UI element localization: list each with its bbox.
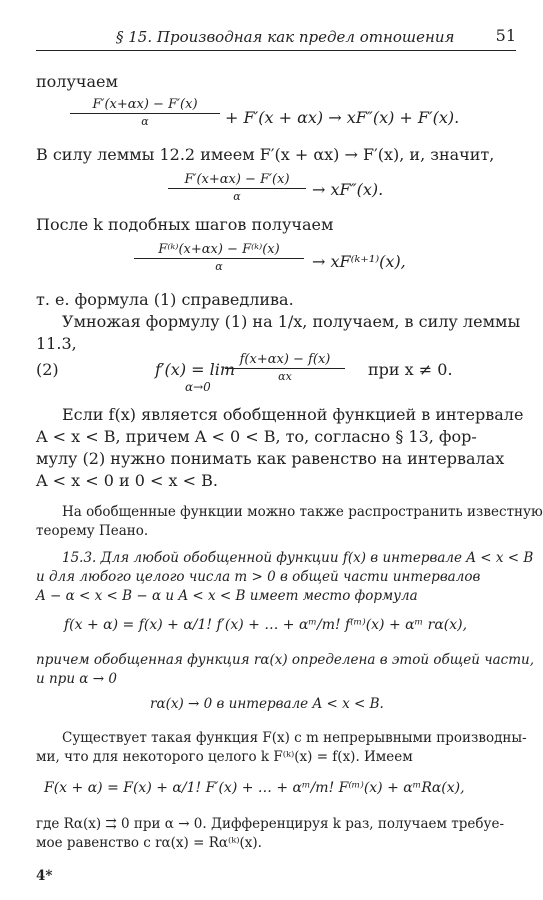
fraction-denominator: α	[141, 115, 149, 128]
paragraph-text: A < x < B, причем A < 0 < B, то, согласно § 13, фор-	[36, 427, 477, 446]
fraction-denominator: α	[233, 190, 241, 203]
fraction-bar	[70, 113, 220, 114]
paragraph-text: где Rα(x) ⇉ 0 при α → 0. Дифференцируя k раз, получаем требуе-	[36, 816, 505, 832]
taylor-formula-primitive: F(x + α) = F(x) + α/1! F′(x) + … + αᵐ/m! F⁽ᵐ⁾(x) + αᵐRα(x),	[44, 780, 465, 796]
fraction-bar	[134, 258, 304, 259]
theorem-text: A − α < x < B − α и A < x < B имеет место формула	[36, 588, 418, 604]
paragraph-text: теорему Пеано.	[36, 523, 149, 539]
limit-expression: f′(x) = lim	[155, 360, 236, 379]
fraction-denominator: α	[215, 260, 223, 273]
paragraph-text: т. е. формула (1) справедлива.	[36, 290, 294, 309]
remainder-formula: rα(x) → 0 в интервале A < x < B.	[150, 696, 384, 712]
paragraph-text: Умножая формулу (1) на 1/x, получаем, в силу леммы	[62, 312, 521, 331]
equation-label: (2)	[36, 360, 59, 379]
formula-text: + F′(x + αx) → xF″(x) + F′(x).	[225, 108, 460, 127]
paragraph-text: мое равенство с rα(x) = Rα⁽ᵏ⁾(x).	[36, 835, 262, 851]
fraction-2	[168, 172, 306, 203]
condition-text: при x ≠ 0.	[368, 360, 453, 379]
page-number: 51	[495, 26, 516, 45]
running-header	[36, 28, 516, 51]
fraction-numerator: F′(x+αx) − F′(x)	[184, 172, 290, 187]
limit-subscript: α→0	[185, 380, 211, 394]
theorem-text: и при α → 0	[36, 671, 117, 687]
paragraph-text: Если f(x) является обобщенной функцией в интервале	[62, 405, 524, 424]
fraction-bar	[168, 188, 306, 189]
fraction-limit	[225, 352, 345, 383]
fraction-1	[70, 97, 220, 128]
fraction-numerator: f(x+αx) − f(x)	[239, 352, 331, 367]
paragraph-text: получаем	[36, 72, 118, 91]
paragraph-text: ми, что для некоторого целого k F⁽ᵏ⁾(x) = f(x). Имеем	[36, 749, 413, 765]
theorem-text: 15.3. Для любой обобщенной функции f(x) в интервале A < x < B	[62, 550, 534, 566]
paragraph-text: В силу леммы 12.2 имеем F′(x + αx) → F′(x), и, значит,	[36, 145, 495, 164]
formula-text: → xF″(x).	[312, 180, 384, 199]
paragraph-text: 11.3,	[36, 334, 77, 353]
fraction-numerator: F⁽ᵏ⁾(x+αx) − F⁽ᵏ⁾(x)	[158, 242, 280, 257]
formula-text: → xF⁽ᵏ⁺¹⁾(x),	[312, 252, 406, 271]
fraction-denominator: αx	[278, 370, 292, 383]
taylor-formula: f(x + α) = f(x) + α/1! f′(x) + … + αᵐ/m! f⁽ᵐ⁾(x) + αᵐ rα(x),	[64, 617, 468, 633]
signature-mark: 4*	[36, 868, 53, 884]
theorem-text: и для любого целого числа m > 0 в общей части интервалов	[36, 569, 481, 585]
fraction-3	[134, 242, 304, 273]
paragraph-text: На обобщенные функции можно также распространить известную	[62, 504, 543, 520]
paragraph-text: Существует такая функция F(x) с m непрерывными производны-	[62, 730, 527, 746]
paragraph-text: После k подобных шагов получаем	[36, 215, 334, 234]
paragraph-text: A < x < 0 и 0 < x < B.	[36, 471, 218, 490]
fraction-bar	[225, 368, 345, 369]
header-title: § 15. Производная как предел отношения	[116, 28, 455, 46]
paragraph-text: мулу (2) нужно понимать как равенство на интервалах	[36, 449, 505, 468]
fraction-numerator: F′(x+αx) − F′(x)	[92, 97, 198, 112]
theorem-text: причем обобщенная функция rα(x) определена в этой общей части,	[36, 652, 534, 668]
